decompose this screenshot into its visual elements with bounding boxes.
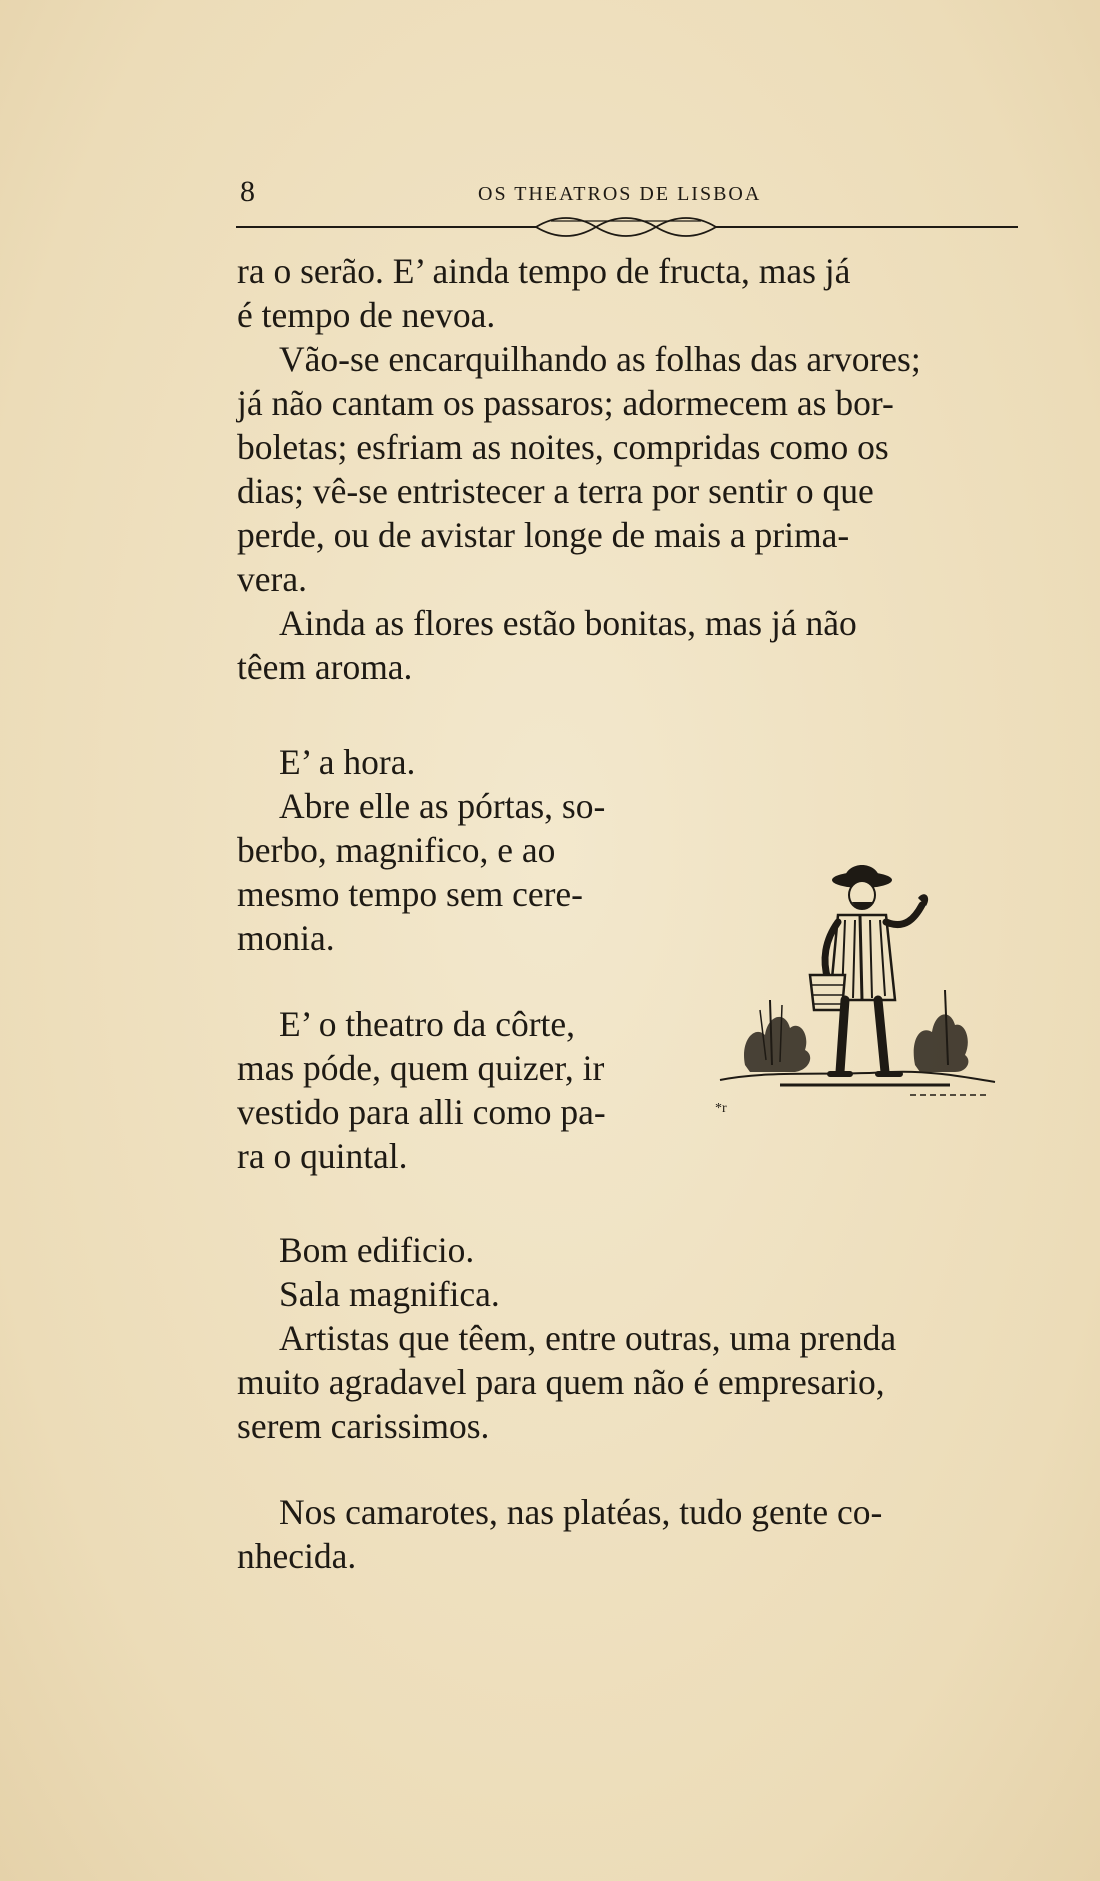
page-header (240, 172, 1018, 212)
text-line: monia. (237, 918, 335, 958)
text-line: berbo, magnifico, e ao (237, 830, 556, 870)
text-line: boletas; esfriam as noites, compridas como os (237, 427, 889, 467)
text-line: já não cantam os passaros; adormecem as bor- (237, 383, 894, 423)
text-line: mas póde, quem quizer, ir (237, 1048, 605, 1088)
text-line: vera. (237, 559, 307, 599)
text-line: Nos camarotes, nas platéas, tudo gente co- (279, 1492, 883, 1532)
text-line: ra o serão. E’ ainda tempo de fructa, mas já (237, 251, 851, 291)
text-line: Sala magnifica. (279, 1274, 500, 1314)
text-line: mesmo tempo sem cere- (237, 874, 584, 914)
text-line: serem carissimos. (237, 1406, 490, 1446)
text-line: dias; vê-se entristecer a terra por sentir o que (237, 471, 874, 511)
text-line: vestido para alli como pa- (237, 1092, 606, 1132)
running-title: OS THEATROS DE LISBOA (478, 183, 762, 205)
text-line: muito agradavel para quem não é empresario, (237, 1362, 885, 1402)
text-line: perde, ou de avistar longe de mais a prima- (237, 515, 850, 555)
text-line: E’ a hora. (279, 742, 416, 782)
text-line: nhecida. (237, 1536, 357, 1576)
text-line: Artistas que têem, entre outras, uma prenda (279, 1318, 897, 1358)
page-number: 8 (240, 175, 255, 208)
text-line: Abre elle as pórtas, so- (279, 786, 606, 826)
woodcut-man-illustration-icon (710, 850, 1000, 1150)
text-line: Ainda as flores estão bonitas, mas já não (279, 603, 857, 643)
top-text-block (237, 249, 1017, 689)
ornamental-rule-icon (236, 212, 1018, 242)
svg-text:*r: *r (715, 1101, 727, 1116)
text-line: E’ o theatro da côrte, (279, 1004, 576, 1044)
text-line: é tempo de nevoa. (237, 295, 496, 335)
text-line: Bom edificio. (279, 1230, 475, 1270)
text-line: têem aroma. (237, 647, 413, 687)
text-line: Vão-se encarquilhando as folhas das arvores; (279, 339, 921, 379)
middle-text-block (237, 740, 657, 1178)
text-line: ra o quintal. (237, 1136, 408, 1176)
bottom-text-block (237, 1228, 1017, 1578)
